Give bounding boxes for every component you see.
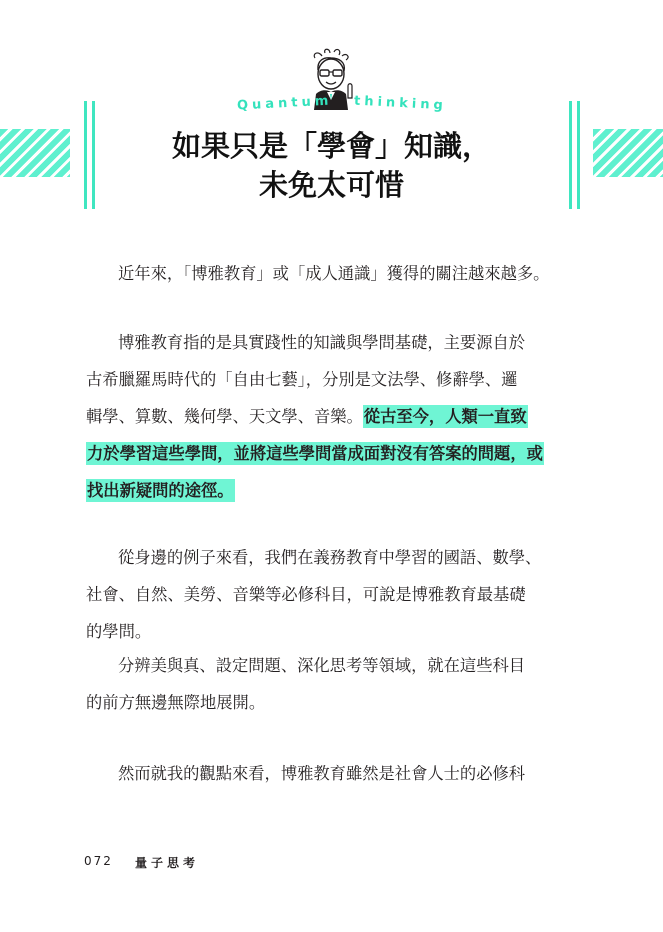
paragraph bbox=[86, 255, 586, 292]
chapter-title bbox=[100, 127, 563, 205]
text-line: 的學問。 bbox=[86, 622, 152, 641]
divider-line bbox=[84, 101, 87, 209]
decorative-stripe-left bbox=[0, 129, 70, 177]
text-line: 古希臘羅馬時代的「自由七藝」，分別是文法學、修辭學、邏 bbox=[86, 370, 518, 389]
text-line: 從身邊的例子來看，我們在義務教育中學習的國語、數學、 bbox=[118, 548, 542, 567]
chapter-title-line: 如果只是「學會」知識， bbox=[171, 129, 491, 163]
paragraph bbox=[86, 539, 586, 650]
paragraph bbox=[86, 647, 586, 721]
text-line bbox=[86, 398, 586, 435]
decorative-stripe-right bbox=[593, 129, 663, 177]
text-line: 社會、自然、美勞、音樂等必修科目，可說是博雅教育最基礎 bbox=[86, 585, 526, 604]
page-number: 072 bbox=[84, 854, 113, 868]
text-line: 博雅教育指的是具實踐性的知識與學問基礎，主要源自於 bbox=[118, 333, 526, 352]
text-line: 分辨美與真、設定問題、深化思考等領域，就在這些科目 bbox=[118, 656, 526, 675]
highlighted-text: 從古至今，人類一直致 bbox=[363, 407, 527, 426]
divider-line bbox=[577, 101, 580, 209]
text-line: 近年來，「博雅教育」或「成人通識」獲得的關注越來越多。 bbox=[118, 264, 550, 283]
book-title: 量子思考 bbox=[135, 856, 200, 870]
text-run: 輯學、算數、幾何學、天文學、音樂。 bbox=[86, 407, 363, 426]
header-word-left: Quantum bbox=[236, 93, 333, 114]
divider-line bbox=[92, 101, 95, 209]
header-word-right: thinking bbox=[353, 93, 448, 114]
highlighted-text: 找出新疑問的途徑。 bbox=[87, 481, 234, 500]
chapter-title-line: 未免太可惜 bbox=[258, 168, 404, 202]
text-line bbox=[86, 472, 586, 509]
highlighted-text: 力於學習這些學問，並將這些學問當成面對沒有答案的問題，或 bbox=[87, 444, 543, 463]
paragraph bbox=[86, 755, 586, 792]
text-line: 的前方無邊無際地展開。 bbox=[86, 693, 266, 712]
text-line bbox=[86, 435, 586, 472]
text-line: 然而就我的觀點來看，博雅教育雖然是社會人士的必修科 bbox=[118, 764, 526, 783]
divider-line bbox=[569, 101, 572, 209]
paragraph bbox=[86, 324, 586, 509]
